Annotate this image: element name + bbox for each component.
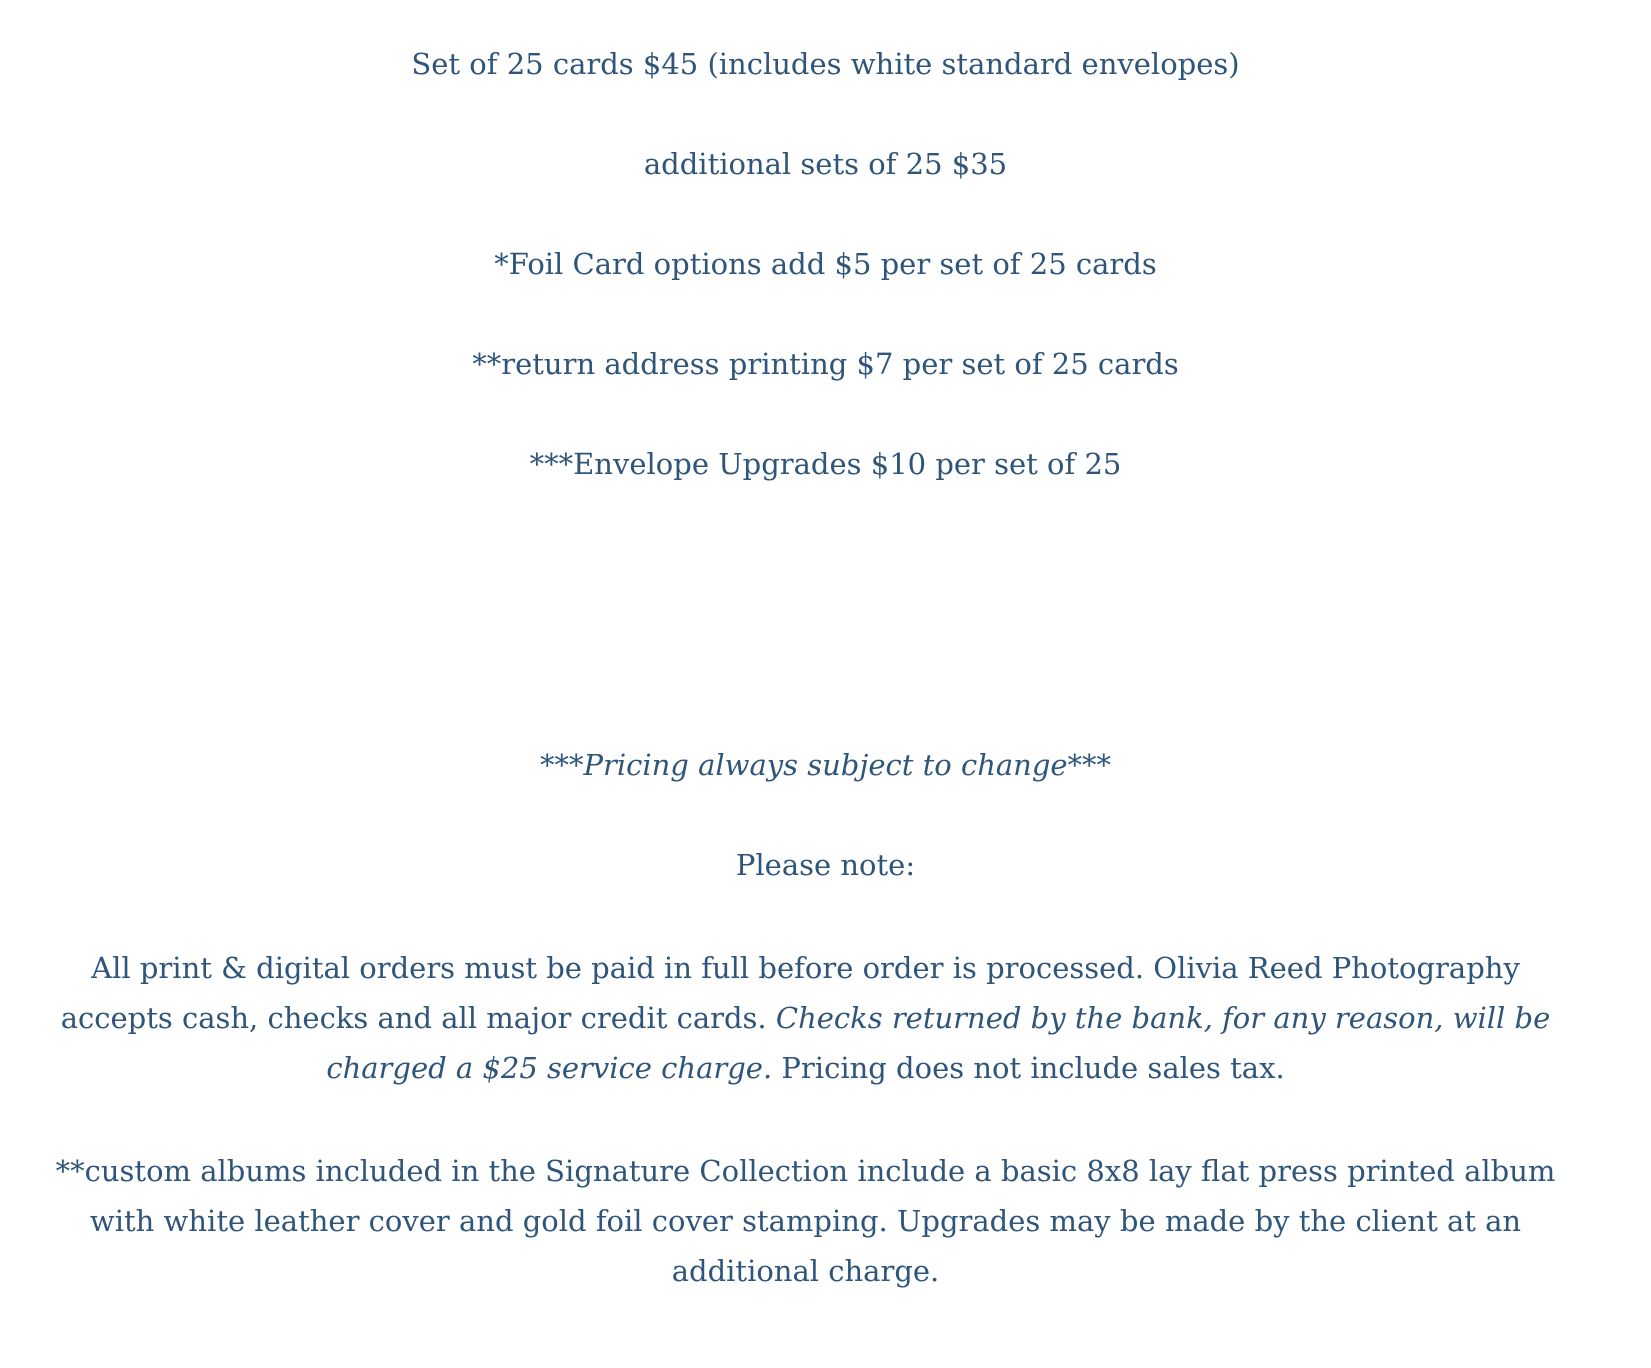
custom-albums-paragraph: **custom albums included in the Signature Collection include a basic 8x8 lay flat press printed album with white leather cover and gold foil cover stamping. Upgrades may be made by the client at an additional charge.	[55, 1154, 1556, 1288]
pricing-disclaimer	[0, 745, 1651, 785]
pricing-line-envelope-upgrades: ***Envelope Upgrades $10 per set of 25	[529, 447, 1122, 481]
pricing-line-foil-option: *Foil Card options add $5 per set of 25 cards	[494, 247, 1157, 281]
payment-note-paragraph	[40, 943, 1571, 1093]
payment-terms-text: All print & digital orders must be paid in full before order is processed. Olivia Reed Photography accepts cash, checks and all major credit cards.	[60, 951, 1520, 1035]
pricing-line-card-set: Set of 25 cards $45 (includes white standard envelopes)	[411, 47, 1240, 81]
pricing-line-additional-sets: additional sets of 25 $35	[643, 147, 1008, 181]
sales-tax-text: Pricing does not include sales tax.	[772, 1051, 1285, 1085]
returned-checks-text: Checks returned by the bank, for any reason, will be charged a $25 service charge.	[326, 1001, 1551, 1085]
pricing-line-return-address: **return address printing $7 per set of 25 cards	[472, 347, 1179, 381]
pricing-disclaimer-text: ***Pricing always subject to change***	[539, 748, 1112, 782]
note-heading: Please note:	[735, 848, 916, 882]
